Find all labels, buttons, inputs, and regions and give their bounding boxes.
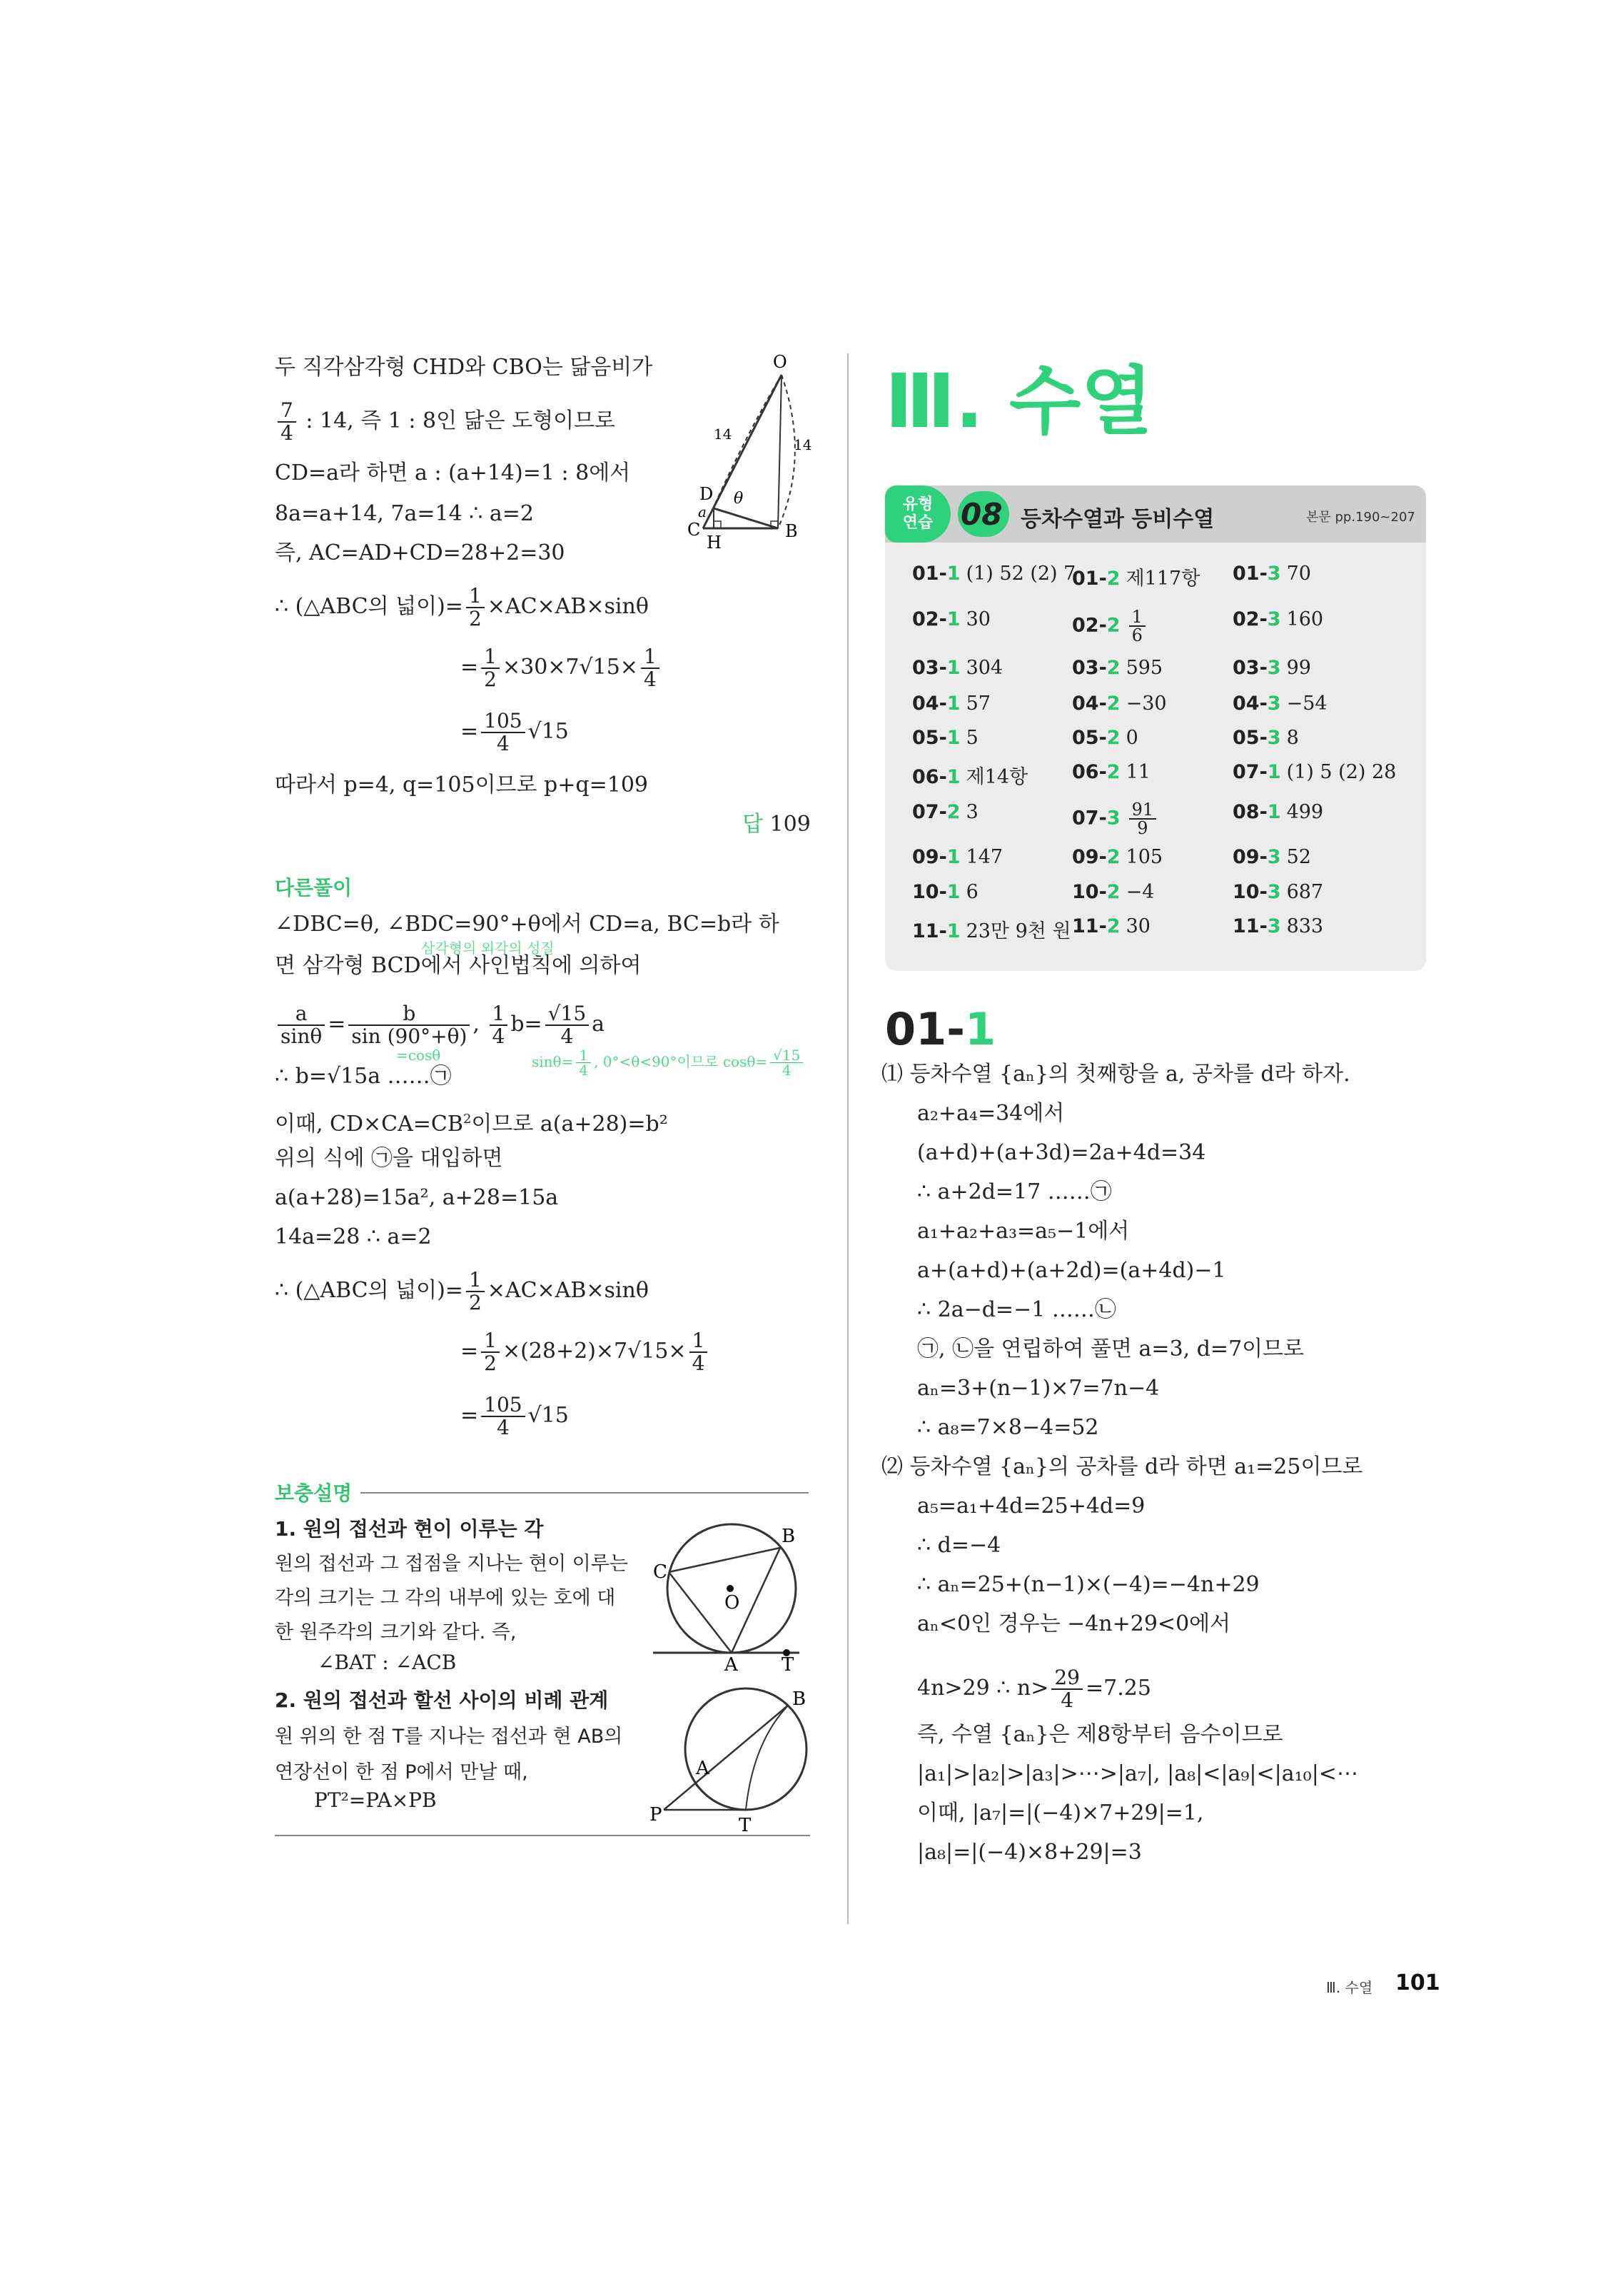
alt-line-1: ∠DBC=θ, ∠BDC=90°+θ에서 CD=a, BC=b라 하 [275, 912, 779, 937]
answer-key: 09-3 [1233, 846, 1281, 868]
answer-key: 04-1 [912, 693, 961, 715]
alt-line-6: 위의 식에 ㉠을 대입하면 [275, 1146, 503, 1171]
supp-title: 보충설명 [275, 1481, 353, 1505]
supp1-title: 1. 원의 접선과 현이 이루는 각 [275, 1517, 544, 1541]
solution-line: ⑵ 등차수열 {aₙ}의 공차를 d라 하면 a₁=25이므로 [881, 1454, 1363, 1479]
answer-key: 10-1 [912, 881, 961, 903]
answer-cell [1233, 761, 1396, 783]
answer-value: 70 [1286, 563, 1311, 585]
answer-cell [1072, 801, 1159, 837]
chord-CB [669, 1548, 780, 1572]
label-H: H [707, 533, 722, 553]
answer-value: 0 [1126, 727, 1138, 749]
answer-key: 10-3 [1233, 881, 1281, 903]
supp1-line-1: 원의 접선과 그 접점을 지나는 현이 이루는 [275, 1553, 628, 1575]
answer-value: 105 [1126, 846, 1163, 868]
answer-cell [912, 693, 991, 715]
label-14-left: 14 [714, 426, 732, 443]
answer-key: 03-1 [912, 657, 961, 679]
solution-line: |a₈|=|(−4)×8+29|=3 [917, 1840, 1142, 1865]
answer-cell [1233, 881, 1323, 903]
intro-line-2: $\frac{7}{4}$ : 14, 즉 1 : 8인 닮은 도형이므로 [275, 400, 615, 444]
answer-cell [1072, 693, 1167, 715]
supp2-line-1: 원 위의 한 점 T를 지나는 접선과 현 AB의 [275, 1726, 623, 1748]
solution-line: aₙ=3+(n−1)×7=7n−4 [917, 1376, 1160, 1401]
answer-cell [1233, 727, 1299, 749]
answer-value: 5 [966, 727, 979, 749]
answer-value: (1) 52 (2) 7 [966, 563, 1076, 585]
solution-line: ㉠, ㉡을 연립하여 풀면 a=3, d=7이므로 [917, 1336, 1305, 1361]
answer-cell [1233, 915, 1323, 937]
alt-line-7: a(a+28)=15a², a+28=15a [275, 1185, 559, 1210]
answer-value: 304 [966, 657, 1003, 679]
answer-key: 09-2 [1072, 846, 1121, 868]
solution-line: a+(a+d)+(a+2d)=(a+4d)−1 [917, 1258, 1226, 1283]
answer-key: 01-3 [1233, 563, 1281, 585]
tangent-chord-figure [646, 1521, 810, 1671]
solution-line: |a₁|>|a₂|>|a₃|>⋯>|a₇|, |a₈|<|a₉|<|a₁₀|<⋯ [917, 1761, 1358, 1786]
answer-value: 499 [1286, 801, 1324, 823]
arc-BT [746, 1705, 789, 1810]
label-A: A [724, 1654, 738, 1671]
answer-cell [1072, 563, 1200, 590]
answer-table [885, 543, 1426, 971]
answer-value: 30 [1126, 915, 1151, 937]
supp2-line-2: 연장선이 한 점 P에서 만날 때, [275, 1761, 528, 1783]
answer-cell [1072, 846, 1163, 868]
solution-line: a₅=a₁+4d=25+4d=9 [917, 1494, 1146, 1519]
result-line: 따라서 p=4, q=105이므로 p+q=109 [275, 772, 648, 797]
label-theta: θ [734, 490, 744, 508]
answer-value: 3 [966, 801, 979, 823]
alt-solution-title: 다른풀이 [275, 876, 353, 900]
solution-line: aₙ<0인 경우는 −4n+29<0에서 [917, 1611, 1231, 1636]
answer-key: 07-2 [912, 801, 961, 823]
answer-cell [1233, 608, 1323, 630]
center-O [727, 1585, 734, 1592]
solution-line: ⑴ 등차수열 {aₙ}의 첫째항을 a, 공차를 d라 하자. [881, 1062, 1350, 1087]
arc-AT [696, 1785, 746, 1810]
footer-section: Ⅲ. 수열 [1326, 1979, 1373, 1996]
answer-key: 11-1 [912, 920, 961, 942]
area-line-2: = $\frac{1}{2}$ ×30×7√15× $\frac{1}{4}$ [460, 646, 662, 690]
answer-key: 07-3 [1072, 807, 1121, 830]
type-number: 08 [961, 497, 1003, 532]
answer-value: 52 [1286, 846, 1311, 868]
answer-cell [912, 727, 979, 749]
answer-cell [1072, 727, 1138, 749]
line-8a: 8a=a+14, 7a=14 ∴ a=2 [275, 501, 534, 526]
solution-line: ∴ a₈=7×8−4=52 [917, 1415, 1099, 1440]
type-page-ref: 본문 pp.190~207 [1306, 510, 1415, 525]
solution-line: 즉, 수열 {aₙ}은 제8항부터 음수이므로 [917, 1722, 1283, 1747]
label-T: T [782, 1654, 794, 1671]
answer-cell [912, 881, 979, 903]
label-A: A [696, 1758, 709, 1779]
label-14-right: 14 [794, 436, 812, 453]
answer-key: 02-2 [1072, 614, 1121, 637]
solution-line: ∴ d=−4 [917, 1533, 1001, 1558]
answer-key: 11-3 [1233, 915, 1281, 937]
edge-OB [778, 375, 782, 528]
answer-value: 8 [1286, 727, 1299, 749]
supp2-title: 2. 원의 접선과 할선 사이의 비례 관계 [275, 1688, 609, 1712]
solution-line: ∴ a+2d=17 ……㉠ [917, 1179, 1112, 1204]
answer-value: 11 [1126, 761, 1151, 783]
answer-cell [1072, 608, 1148, 644]
supp1-line-4: ∠BAT : ∠ACB [318, 1651, 457, 1674]
answer-value: 595 [1126, 657, 1163, 679]
column-divider [847, 353, 849, 1924]
answer-value: 160 [1286, 608, 1324, 630]
label-B: B [782, 1526, 796, 1547]
answer-value: 147 [966, 846, 1003, 868]
answer-value: 제117항 [1126, 568, 1200, 590]
area-line-4: ∴ (△ABC의 넓이)= $\frac{1}{2}$ ×AC×AB×sinθ [275, 1268, 649, 1314]
answer-value: −4 [1126, 881, 1155, 903]
answer-cell [1233, 846, 1311, 868]
alt-line-2: 면 삼각형 BCD에서 사인법칙에 의하여 [275, 953, 642, 978]
solution-line: a₂+a₄=34에서 [917, 1101, 1065, 1126]
triangle-figure [671, 350, 828, 557]
supp1-line-3: 한 원주각의 크기와 같다. 즉, [275, 1621, 517, 1643]
circle-2 [685, 1688, 807, 1810]
answer-key: 01-2 [1072, 568, 1121, 590]
answer-key: 01-1 [912, 563, 961, 585]
answer-key: 05-3 [1233, 727, 1281, 749]
secant-PB [664, 1705, 789, 1810]
answer-cell [1233, 693, 1328, 715]
alt-line-8: 14a=28 ∴ a=2 [275, 1224, 432, 1249]
answer-key: 06-2 [1072, 761, 1121, 783]
answer-key: 05-1 [912, 727, 961, 749]
answer-value: 30 [966, 608, 991, 630]
answer-value: −54 [1286, 693, 1328, 715]
area-line-6: = $\frac{105}{4}$ √15 [460, 1393, 569, 1439]
answer-value: −30 [1126, 693, 1167, 715]
answer-key: 06-1 [912, 766, 961, 788]
answer-value: 833 [1286, 915, 1324, 937]
fraction-7-4: $\frac{7}{4}$ [278, 400, 296, 444]
supp1-line-2: 각의 크기는 그 각의 내부에 있는 호에 대 [275, 1587, 616, 1609]
answer-key: 04-2 [1072, 693, 1121, 715]
alt-note-sin: sinθ= $\frac{1}{4}$ , 0°<θ<90°이므로 cosθ= $\frac{√15}{4}$ [532, 1048, 806, 1077]
answer-key: 11-2 [1072, 915, 1121, 937]
intro-line-1: 두 직각삼각형 CHD와 CBO는 닮음비가 [275, 355, 653, 380]
answer-value: 제14항 [966, 766, 1028, 788]
alt-note-exterior-angle: 삼각형의 외각의 성질 [421, 940, 555, 957]
answer-cell [912, 846, 1003, 868]
solution-line-16: 4n>29 ∴ n> $\frac{29}{4}$ =7.25 [917, 1666, 1151, 1712]
line-ac: 즉, AC=AD+CD=28+2=30 [275, 540, 565, 565]
label-O: O [773, 352, 787, 372]
area-line-1: ∴ (△ABC의 넓이)= $\frac{1}{2}$ ×AC×AB×sinθ [275, 584, 649, 630]
solution-line: 이때, |a₇|=|(−4)×7+29|=1, [917, 1801, 1204, 1826]
supp2-line-3: PT²=PA×PB [314, 1788, 437, 1812]
answer-value: 57 [966, 693, 991, 715]
answer-cell [912, 801, 979, 823]
label-B: B [792, 1688, 807, 1710]
alt-line-5: 이때, $CD\times CA=CB^2$이므로 a(a+28)=b² [275, 1112, 668, 1137]
answer-value: (1) 5 (2) 28 [1286, 761, 1397, 783]
answer-cell [1072, 881, 1154, 903]
supp-divider [360, 1492, 809, 1494]
solution-line: ∴ 2a−d=−1 ……㉡ [917, 1297, 1116, 1322]
type-header [885, 485, 1426, 543]
answer-key: 08-1 [1233, 801, 1281, 823]
type-title: 등차수열과 등비수열 [1021, 507, 1215, 532]
chord-CA [669, 1572, 732, 1653]
solution-line: a₁+a₂+a₃=a₅−1에서 [917, 1219, 1130, 1244]
answer-key: 09-1 [912, 846, 961, 868]
answer-cell [912, 761, 1028, 789]
answer-key: 04-3 [1233, 693, 1281, 715]
solution-heading: 01-1 [885, 1003, 996, 1055]
label-B: B [785, 521, 798, 541]
answer-value: $\frac{1}{6}$ [1126, 615, 1148, 637]
answer-key: 05-2 [1072, 727, 1121, 749]
answer: 답 109 [742, 812, 811, 837]
page-number: 101 [1395, 1970, 1440, 1995]
answer-cell [912, 915, 1071, 943]
label-T: T [739, 1815, 752, 1835]
answer-key: 10-2 [1072, 881, 1121, 903]
answer-cell [1072, 915, 1151, 937]
area-line-3: = $\frac{105}{4}$ √15 [460, 709, 569, 755]
answer-cell [912, 563, 1076, 585]
label-C: C [687, 520, 701, 540]
line-cd-a: CD=a라 하면 a : (a+14)=1 : 8에서 [275, 460, 631, 485]
alt-line-4: ∴ b=√15a ……㉠ [275, 1064, 452, 1089]
answer-cell [1233, 801, 1323, 823]
answer-key: 07-1 [1233, 761, 1281, 783]
solution-line: ∴ aₙ=25+(n−1)×(−4)=−4n+29 [917, 1572, 1260, 1597]
answer-cell [1233, 657, 1311, 679]
area-line-5: = $\frac{1}{2}$ ×(28+2)×7√15× $\frac{1}{4}$ [460, 1330, 710, 1374]
answer-key: 03-3 [1233, 657, 1281, 679]
edge-DB [714, 508, 778, 528]
alt-line-3: $\frac{a}{\sin\theta}$ = $\frac{b}{\sin (90^\circ+\theta)}$ , $\frac{1}{4}$ b= $\frac{√15}{4}$ a [275, 1003, 605, 1047]
supp-bottom-rule [275, 1835, 810, 1836]
answer-value: 23만 9천 원 [966, 920, 1071, 942]
answer-key: 02-1 [912, 608, 961, 630]
answer-cell [912, 608, 991, 630]
alt-note-cos: =cosθ [396, 1047, 441, 1064]
label-D: D [699, 484, 714, 504]
answer-cell [1072, 657, 1163, 679]
label-a: a [698, 503, 707, 520]
answer-value: 99 [1286, 657, 1311, 679]
chapter-title: Ⅲ. 수열 [885, 358, 1153, 445]
answer-key: 03-2 [1072, 657, 1121, 679]
label-P: P [649, 1804, 662, 1826]
answer-cell [912, 657, 1003, 679]
answer-value: $\frac{91}{9}$ [1126, 807, 1160, 830]
answer-cell [1233, 563, 1311, 585]
solution-line: (a+d)+(a+3d)=2a+4d=34 [917, 1140, 1206, 1165]
type-badge: 유형 연습 [885, 485, 951, 543]
answer-value: 6 [966, 881, 979, 903]
label-C: C [653, 1561, 667, 1583]
answer-label: 답 [742, 812, 763, 837]
label-O: O [724, 1592, 740, 1613]
secant-tangent-figure [646, 1685, 810, 1835]
answer-key: 02-3 [1233, 608, 1281, 630]
answer-value: 687 [1286, 881, 1324, 903]
answer-cell [1072, 761, 1151, 783]
